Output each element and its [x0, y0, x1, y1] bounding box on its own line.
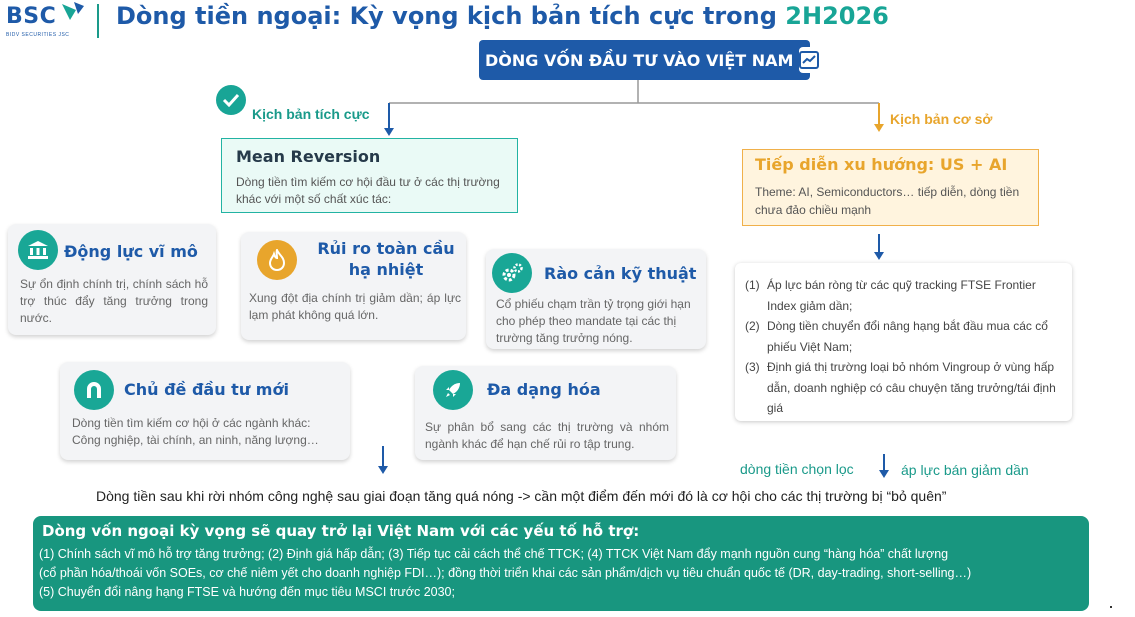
top-title-box — [479, 40, 810, 80]
page-title-main: Dòng tiền ngoại: Kỳ vọng kịch bản tích cực trong — [116, 2, 786, 30]
card-tech — [486, 249, 706, 349]
us-ai-box — [742, 149, 1039, 226]
corner-dot — [1110, 606, 1112, 608]
gears-icon — [492, 253, 532, 293]
card-macro-desc: Sự ổn định chính trị, chính sách hỗ trợ thúc đẩy tăng trưởng trong nước. — [20, 277, 208, 325]
card-tech-title: Rào cản kỹ thuật — [544, 264, 697, 283]
trend-chart-icon — [799, 47, 819, 73]
fire-icon — [257, 240, 297, 280]
list-item-num: (3) — [745, 360, 760, 374]
support-factors-line: (cổ phần hóa/thoái vốn SOEs, cơ chế niêm yết cho doanh nghiệp FDI…); đồng thời triển khai các sản phẩm/dịch vụ tiêu chuẩn quốc tế (DR, day-trading, short-selling…) — [39, 566, 972, 580]
logo-subtext: BIDV SECURITIES JSC — [6, 32, 70, 38]
list-item-num: (1) — [745, 278, 760, 292]
support-factors-box — [33, 516, 1089, 611]
top-title-label: DÒNG VỐN ĐẦU TƯ VÀO VIỆT NAM — [485, 50, 794, 70]
list-item-text: Dòng tiền chuyển đổi nâng hạng bắt đầu mua các cổ phiếu Việt Nam; — [767, 319, 1048, 354]
us-ai-title: Tiếp diễn xu hướng: US + AI — [755, 155, 1008, 174]
us-ai-desc: Theme: AI, Semiconductors… tiếp diễn, dòng tiền chưa đảo chiều mạnh — [755, 185, 1020, 217]
rocket-icon — [433, 370, 473, 410]
positive-scenario-label: Kịch bản tích cực — [252, 106, 370, 122]
card-diversify-desc: Sự phân bổ sang các thị trường và nhóm ngành khác để hạn chế rủi ro tập trung. — [425, 420, 669, 451]
support-factors-title: Dòng vốn ngoại kỳ vọng sẽ quay trở lại Việt Nam với các yếu tố hỗ trợ: — [42, 522, 640, 540]
card-risk-desc: Xung đột địa chính trị giảm dần; áp lực lạm phát không quá lớn. — [249, 291, 461, 322]
card-tech-desc: Cổ phiếu chạm trần tỷ trọng giới hạn cho phép theo mandate tại các thị trường tăng trưởng nóng. — [496, 297, 691, 345]
logo-text: BSC — [6, 4, 57, 29]
mean-reversion-title: Mean Reversion — [236, 147, 381, 166]
check-icon — [216, 85, 246, 115]
support-factors-line: (1) Chính sách vĩ mô hỗ trợ tăng trưởng; (2) Định giá hấp dẫn; (3) Tiếp tục cải cách thể chế TTCK; (4) TTCK Việt Nam đẩy mạnh nguồn cung “hàng hóa” chất lượng — [39, 547, 949, 561]
flow-description: Dòng tiền sau khi rời nhóm công nghệ sau giai đoạn tăng quá nóng -> cần một điểm đến mới đó là cơ hội cho các thị trường bị “bỏ quên” — [96, 488, 947, 504]
mean-reversion-desc: Dòng tiền tìm kiếm cơ hội đầu tư ở các thị trường khác với một số chất xúc tác: — [236, 175, 500, 206]
list-item — [745, 275, 1062, 316]
page-title-highlight: 2H2026 — [785, 2, 889, 30]
card-diversify-title: Đa dạng hóa — [487, 380, 601, 399]
list-item-text: Định giá thị trường loại bỏ nhóm Vingroup ở vùng hấp dẫn, doanh nghiệp có câu chuyện tăng trưởng/tái định giá — [767, 360, 1056, 415]
card-theme-desc: Dòng tiền tìm kiếm cơ hội ở các ngành khác: Công nghiệp, tài chính, an ninh, năng lượng… — [72, 416, 319, 447]
base-scenario-label: Kịch bản cơ sở — [890, 111, 993, 127]
list-item — [745, 357, 1062, 419]
card-diversify — [415, 366, 676, 460]
bank-icon — [18, 230, 58, 270]
card-macro-title: Động lực vĩ mô — [64, 242, 198, 261]
list-item-text: Áp lực bán ròng từ các quỹ tracking FTSE Frontier Index giảm dần; — [767, 278, 1036, 313]
selling-pressure-label: áp lực bán giảm dần — [901, 462, 1029, 478]
list-item — [745, 316, 1062, 357]
base-scenario-list — [735, 263, 1072, 421]
card-risk — [241, 232, 466, 340]
card-macro — [8, 224, 216, 335]
list-item-num: (2) — [745, 319, 760, 333]
card-risk-title: Rủi ro toàn cầu hạ nhiệt — [317, 239, 455, 279]
card-theme-title: Chủ đề đầu tư mới — [124, 380, 289, 399]
selective-flow-label: dòng tiền chọn lọc — [740, 461, 854, 477]
mean-reversion-box — [221, 138, 518, 213]
support-factors-line: (5) Chuyển đổi nâng hạng FTSE và hướng đến mục tiêu MSCI trước 2030; — [39, 585, 455, 599]
card-theme — [60, 362, 350, 460]
magnet-icon — [74, 370, 114, 410]
